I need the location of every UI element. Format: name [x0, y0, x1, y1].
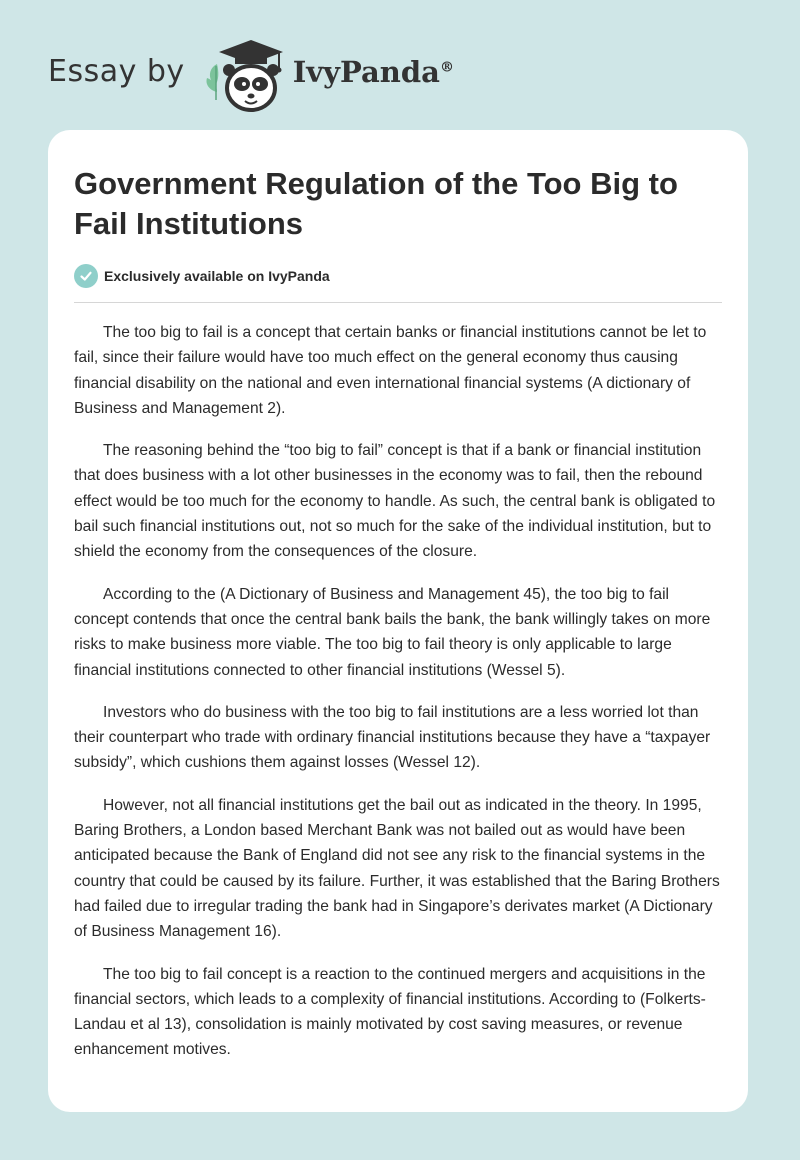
panda-graduate-logo-icon [201, 34, 287, 114]
divider [74, 302, 722, 303]
paragraph: Investors who do business with the too big to fail institutions are a less worried lot than their counterpart who trade with ordinary financial institutions because they have a “taxpayer subsidy”, which cushions them against losses (Wessel 12). [74, 703, 711, 772]
paragraph: However, not all financial institutions get the bail out as indicated in the theory. In 1995, Baring Brothers, a London based Merchant Bank was not bailed out as would have been anticipated because the Bank of England did not see any risk to the financial systems in the country that could be caused by its failure. Further, it was established that the Baring Brothers had failed due to irregular trading the bank had in Singapore’s derivates market (A Dictionary of Business Management 16). [74, 796, 720, 941]
essay-card [48, 130, 748, 1112]
page-title: Government Regulation of the Too Big to Fail Institutions [74, 166, 678, 241]
brand-name: IvyPanda® [292, 55, 454, 89]
registered-mark: ® [439, 59, 454, 76]
check-icon [74, 264, 98, 288]
paragraph: The too big to fail is a concept that certain banks or financial institutions cannot be let to fail, since their failure would have too much effect on the general economy thus causing financial disability on the national and even international financial systems (A dictionary of Business and Management 2). [74, 324, 707, 417]
paragraph: According to the (A Dictionary of Business and Management 45), the too big to fail concept contends that once the central bank bails the bank, the bank willingly takes on more risks to make business more viable. The too big to fail theory is only applicable to large financial institutions connected to other financial institutions (Wessel 5). [74, 585, 711, 679]
essay-body [74, 320, 724, 1080]
paragraph: The reasoning behind the “too big to fail” concept is that if a bank or financial institution that does business with a lot other businesses in the economy was to fail, then the rebound effect would be too much for the economy to handle. As such, the central bank is obligated to bail such financial institutions out, not so much for the sake of the individual institution, but to shield the economy from the consequences of the closure. [74, 442, 716, 561]
essay-by-label: Essay by [48, 53, 185, 89]
site-header [48, 34, 454, 114]
paragraph: The too big to fail concept is a reaction to the continued mergers and acquisitions in the financial sectors, which leads to a complexity of financial institutions. According to (Folkerts-Landau et al 13), consolidation is mainly motivated by cost saving measures, or revenue enhancement motives. [74, 965, 706, 1059]
exclusive-badge [74, 264, 330, 288]
badge-label: Exclusively available on IvyPanda [104, 268, 330, 284]
